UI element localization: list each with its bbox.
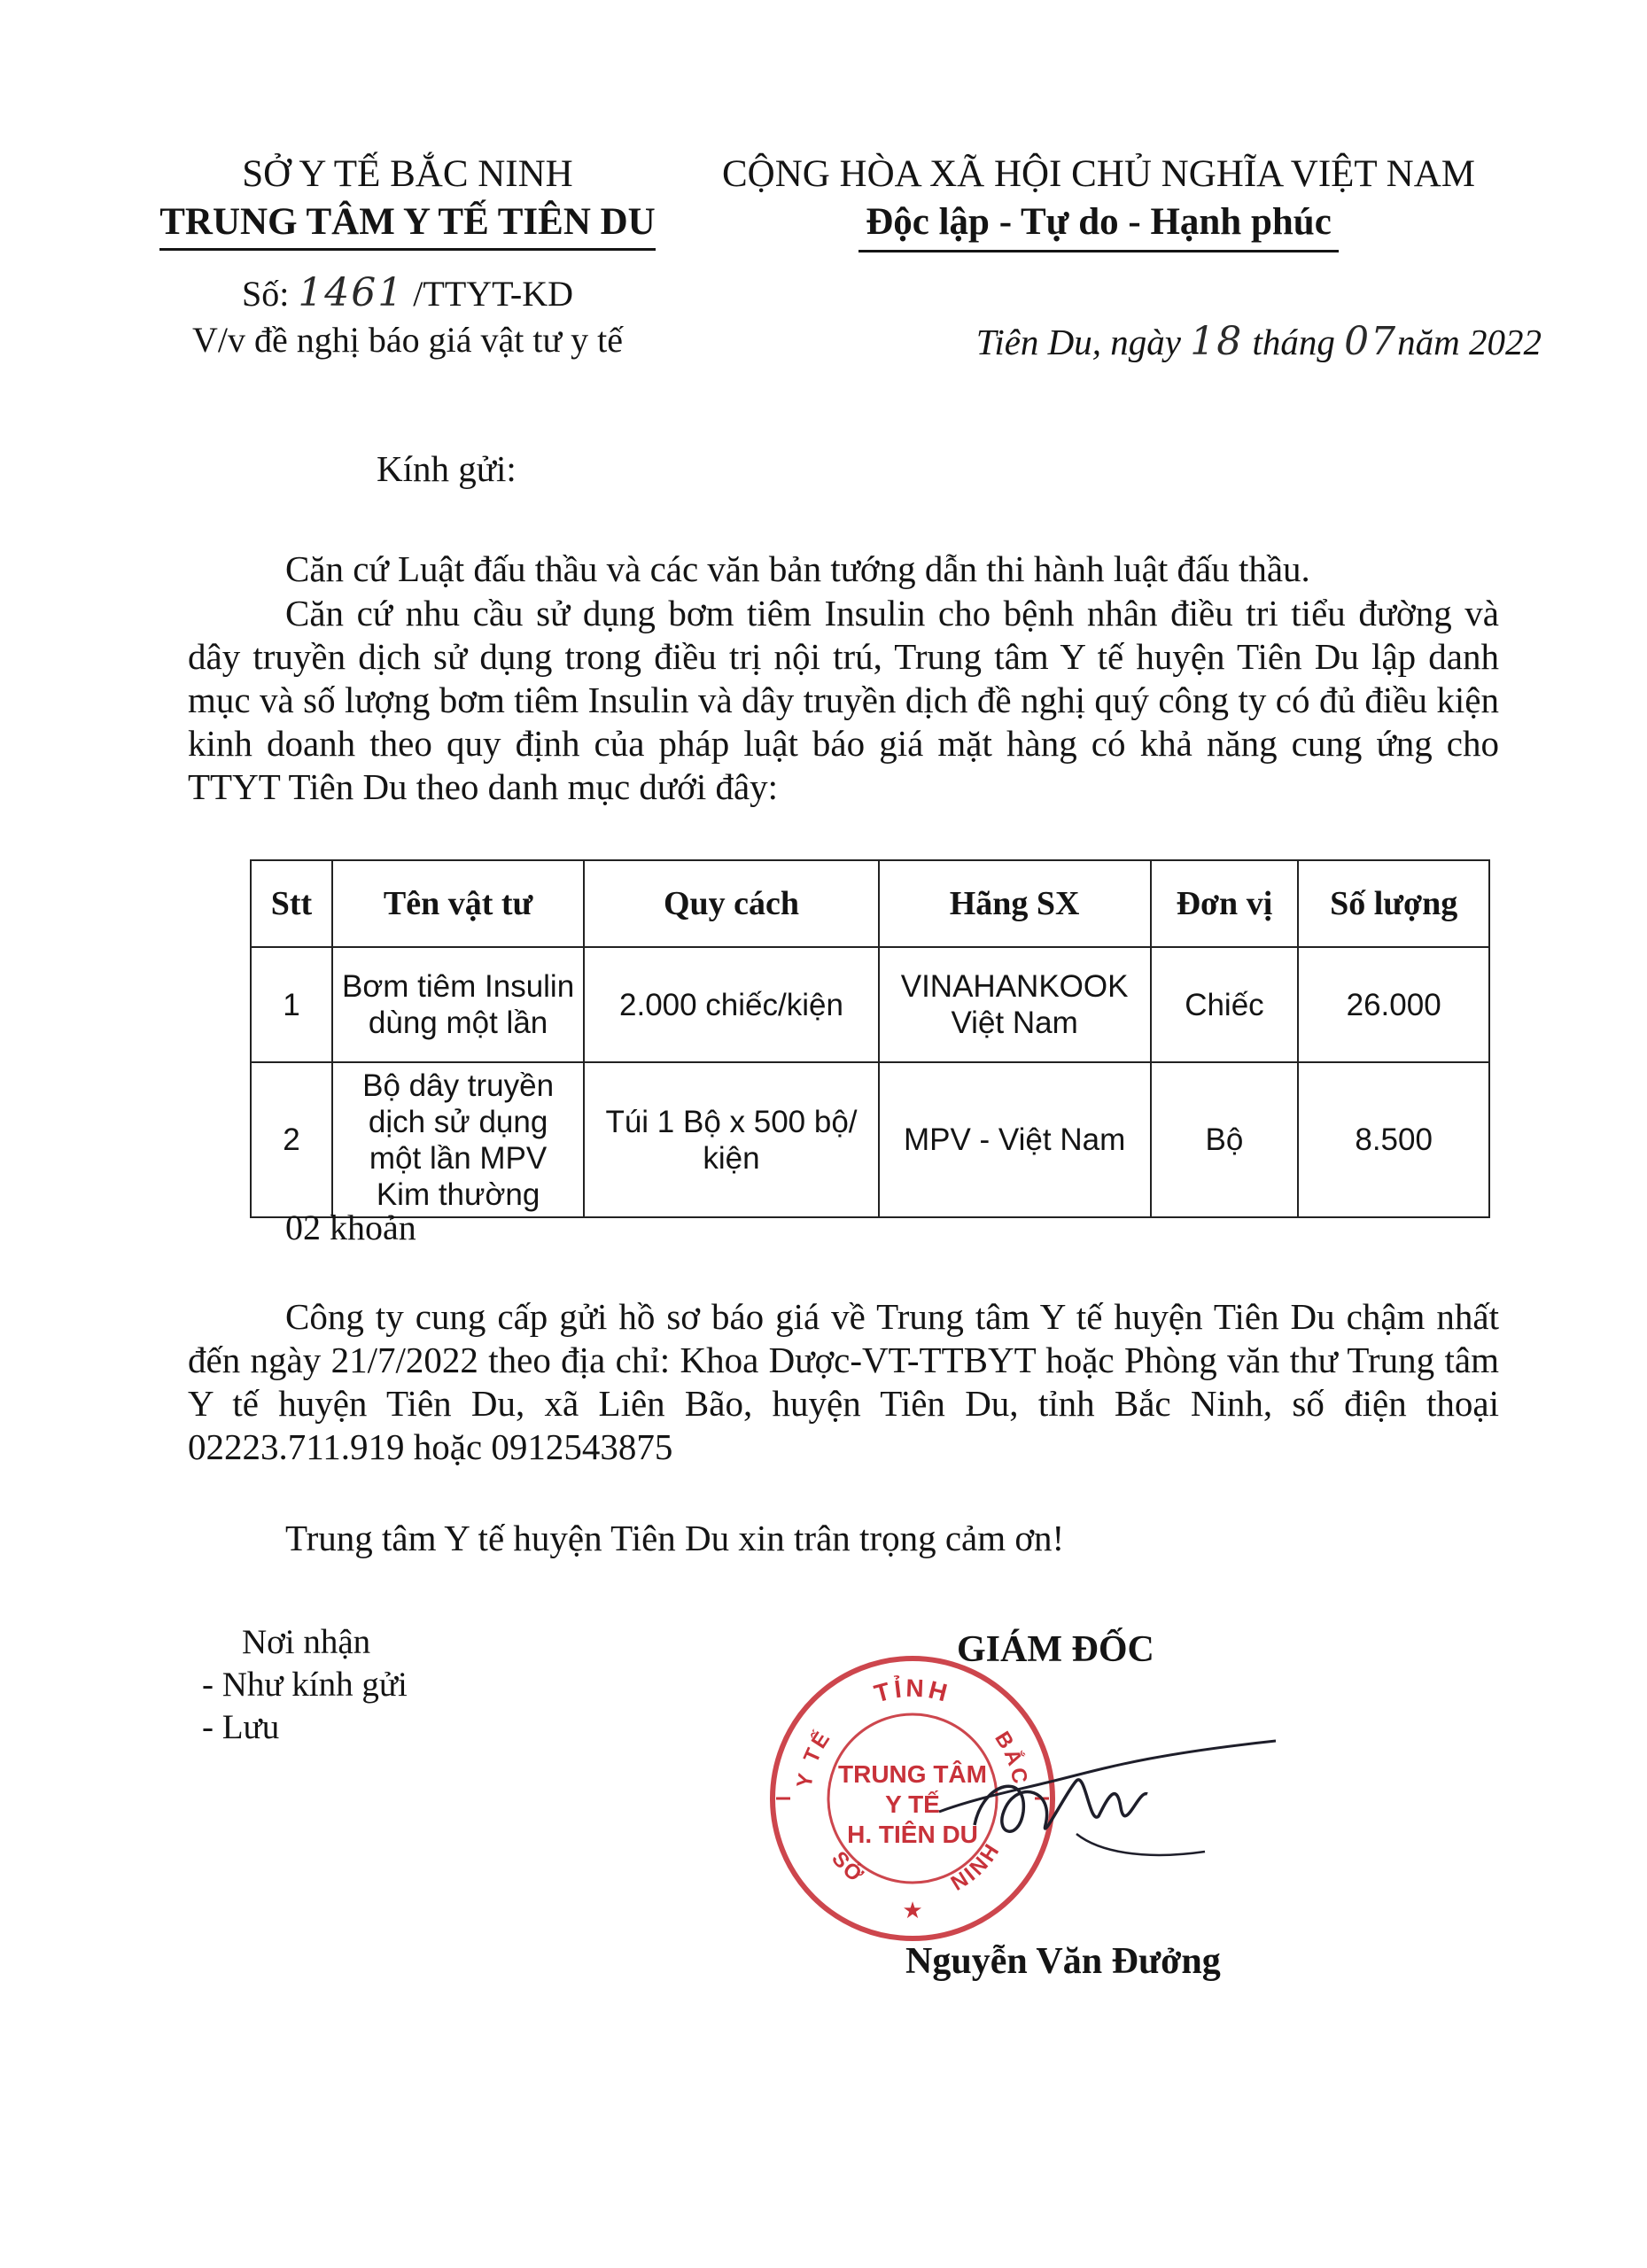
table-header-row: [251, 860, 1489, 947]
header-manufacturer: Hãng SX: [879, 860, 1151, 947]
recipients-title: Nơi nhận: [242, 1623, 371, 1661]
stamp-line2: Y TẾ: [885, 1790, 940, 1818]
cell-specification: 2.000 chiếc/kiện: [584, 947, 878, 1062]
cell-item-name: Bơm tiêm Insulin dùng một lần: [332, 947, 584, 1062]
country-name: CỘNG HÒA XÃ HỘI CHỦ NGHĨA VIỆT NAM: [721, 153, 1476, 195]
date-month-handwritten: 07: [1344, 319, 1398, 364]
table-row: [251, 947, 1489, 1062]
item-count-note: 02 khoản: [285, 1208, 416, 1247]
national-header: [709, 151, 1488, 252]
center-name: [133, 198, 682, 251]
recipient-item: - Như kính gửi: [202, 1666, 408, 1704]
paragraph-submission: Công ty cung cấp gửi hồ sơ báo giá về Trung tâm Y tế huyện Tiên Du chậm nhất đến ngày 21/7/2022 theo địa chỉ: Khoa Dược-VT-TTBYT hoặc Phòng văn thư Trung tâm Y tế huyện Tiên Du, xã Liên Bão, huyện Tiên Du, tỉnh Bắc Ninh, số điện thoại 02223.711.919 hoặc 0912543875: [188, 1296, 1499, 1467]
department-name: SỞ Y TẾ BẮC NINH: [242, 153, 573, 195]
table-row: [251, 1062, 1489, 1217]
header-stt: Stt: [251, 860, 332, 947]
paragraph-thanks: Trung tâm Y tế huyện Tiên Du xin trân trọng cảm ơn!: [285, 1518, 1065, 1558]
cell-specification: Túi 1 Bộ x 500 bộ/ kiện: [584, 1062, 878, 1217]
cell-item-name: Bộ dây truyền dịch sử dụng một lần MPV Kim thường: [332, 1062, 584, 1217]
doc-number-suffix: /TTYT-KD: [413, 274, 574, 314]
handwritten-signature: [921, 1728, 1294, 1869]
center-name-text: TRUNG TÂM Y TẾ TIÊN DU: [159, 198, 656, 251]
stamp-side-left: Y TẾ: [792, 1725, 836, 1790]
svg-text:TỈNH: [872, 1674, 954, 1707]
stamp-bottom-left: SỞ: [827, 1846, 870, 1890]
header-item-name: Tên vật tư: [332, 860, 584, 947]
stamp-line1: TRUNG TÂM: [838, 1760, 987, 1788]
cell-manufacturer: MPV - Việt Nam: [879, 1062, 1151, 1217]
paragraph-legal-basis: Căn cứ Luật đấu thầu và các văn bản tướng dẫn thi hành luật đấu thầu.: [285, 548, 1310, 589]
stamp-star-icon: ★: [902, 1898, 923, 1924]
cell-quantity: 8.500: [1298, 1062, 1489, 1217]
motto-text: Độc lập - Tự do - Hạnh phúc: [858, 198, 1339, 252]
header-specification: Quy cách: [584, 860, 878, 947]
stamp-line3: H. TIÊN DU: [847, 1821, 978, 1848]
document-number-block: [133, 270, 682, 363]
document-number: [133, 270, 682, 317]
doc-number-handwritten: 1461: [298, 270, 405, 315]
cell-unit: Chiếc: [1151, 947, 1299, 1062]
cell-stt: 2: [251, 1062, 332, 1217]
date-day-handwritten: 18: [1190, 319, 1244, 364]
issuer-block: [133, 151, 682, 251]
recipients-block: [202, 1621, 408, 1749]
date-suffix: năm 2022: [1397, 322, 1542, 362]
paragraph-request: Căn cứ nhu cầu sử dụng bơm tiêm Insulin cho bệnh nhân điều tri tiểu đường và dây truyền dịch sử dụng trong điều trị nội trú, Trung tâm Y tế huyện Tiên Du lập danh mục và số lượng bơm tiêm Insulin và dây truyền dịch đề nghị quý công ty có đủ điều kiện kinh doanh theo quy định của pháp luật báo giá mặt hàng có khả năng cung ứng cho TTYT Tiên Du theo danh mục dưới đây:: [188, 593, 1499, 807]
stamp-side-right: BẮC: [990, 1727, 1033, 1789]
cell-stt: 1: [251, 947, 332, 1062]
recipient-item: - Lưu: [202, 1708, 280, 1746]
salutation: Kính gửi:: [377, 448, 517, 489]
cell-quantity: 26.000: [1298, 947, 1489, 1062]
svg-text:SỞ: [827, 1847, 870, 1890]
date-mid: tháng: [1252, 322, 1335, 362]
cell-unit: Bộ: [1151, 1062, 1299, 1217]
document-date: [939, 319, 1542, 364]
date-prefix: Tiên Du, ngày: [975, 322, 1181, 362]
stamp-top-text: TỈNH: [871, 1674, 954, 1708]
signer-title: GIÁM ĐỐC: [957, 1629, 1154, 1670]
signer-name: Nguyễn Văn Đưởng: [905, 1941, 1221, 1982]
header-quantity: Số lượng: [1298, 860, 1489, 947]
doc-number-prefix: Số:: [241, 274, 290, 314]
stamp-bottom-right: NINH: [946, 1837, 1006, 1896]
cell-manufacturer: VINAHANKOOK Việt Nam: [879, 947, 1151, 1062]
items-table: [250, 859, 1490, 1218]
motto: [709, 198, 1488, 252]
header-unit: Đơn vị: [1151, 860, 1299, 947]
document-subject: V/v đề nghị báo giá vật tư y tế: [191, 320, 623, 360]
